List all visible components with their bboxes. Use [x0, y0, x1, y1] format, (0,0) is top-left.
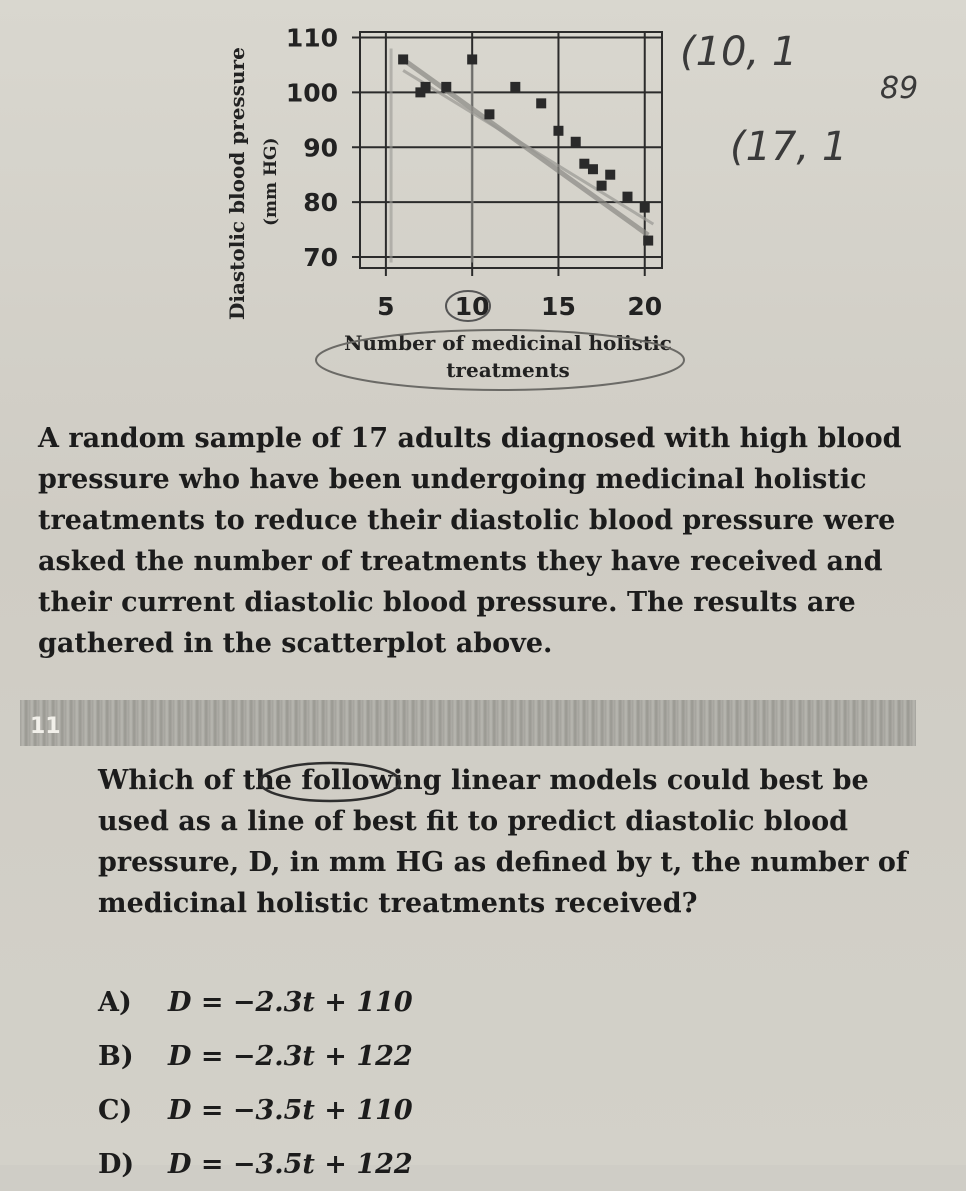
choice-letter: A) [98, 986, 132, 1018]
y-axis-units: (mm HG) [261, 137, 281, 226]
handwritten-note-2: 89 [880, 71, 919, 106]
choice-c[interactable] [98, 1083, 413, 1137]
problem-passage: A random sample of 17 adults diagnosed with high blood pressure who have been undergoing medicinal holistic treatments to reduce their diastolic blood pressure were asked the number of treatments they have received and their current diastolic blood pressure. The results are gathered in the scatterplot above. [38, 423, 902, 659]
choice-b[interactable] [98, 1029, 413, 1083]
choice-expression: D = −3.5t + 110 [168, 1094, 413, 1126]
pencil-circle-linear [250, 760, 490, 820]
x-tick-label: 20 [627, 292, 663, 321]
choice-letter: C) [98, 1094, 133, 1126]
data-point [579, 159, 589, 169]
data-point [398, 54, 408, 64]
data-point [421, 82, 431, 92]
scatterplot [200, 10, 710, 400]
choice-letter: B) [98, 1040, 134, 1072]
y-tick-label: 110 [285, 23, 338, 53]
choice-expression: D = −2.3t + 122 [168, 1040, 413, 1072]
x-axis-title-line2: treatments [446, 358, 570, 382]
handdrawn-fit-lines [391, 48, 653, 262]
chart-grid [352, 32, 662, 276]
y-tick-label: 90 [303, 133, 338, 163]
y-tick-label: 70 [303, 243, 338, 273]
question-header-bar [20, 700, 916, 746]
handwritten-note-1: (10, 1 [680, 29, 798, 75]
x-axis-title-line1: Number of medicinal holistic [344, 331, 672, 355]
x-tick-label: 10 [454, 292, 490, 321]
choice-letter: D) [98, 1148, 135, 1180]
choice-a[interactable] [98, 975, 413, 1029]
plot-frame [360, 32, 662, 268]
data-point [588, 164, 598, 174]
handwritten-notes [660, 20, 960, 200]
data-point [536, 98, 546, 108]
question-text: Which of the following linear models could best be used as a line of best fit to predict diastolic blood pressure, D, in mm HG as defined by t, the number of medicinal holistic treatments received? [98, 765, 908, 919]
data-point [605, 170, 615, 180]
data-point [553, 126, 563, 136]
handwritten-note-3: (17, 1 [730, 124, 848, 170]
y-tick-labels [286, 23, 338, 272]
data-point [640, 203, 650, 213]
y-tick-label: 80 [303, 188, 338, 218]
data-point [622, 192, 632, 202]
data-point [467, 54, 477, 64]
y-tick-label: 100 [285, 78, 338, 108]
data-point [597, 181, 607, 191]
data-point [441, 82, 451, 92]
x-tick-labels [377, 292, 662, 321]
data-point [510, 82, 520, 92]
question-number: 11 [30, 714, 61, 739]
answer-choices [98, 975, 413, 1191]
data-point [571, 137, 581, 147]
y-axis-title: Diastolic blood pressure [225, 47, 249, 320]
choice-expression: D = −2.3t + 110 [168, 986, 413, 1018]
x-tick-label: 5 [377, 292, 395, 321]
x-tick-label: 15 [541, 292, 576, 321]
data-point [484, 109, 494, 119]
choice-d[interactable] [98, 1137, 413, 1191]
data-point [643, 236, 653, 246]
choice-expression: D = −3.5t + 122 [168, 1148, 413, 1180]
